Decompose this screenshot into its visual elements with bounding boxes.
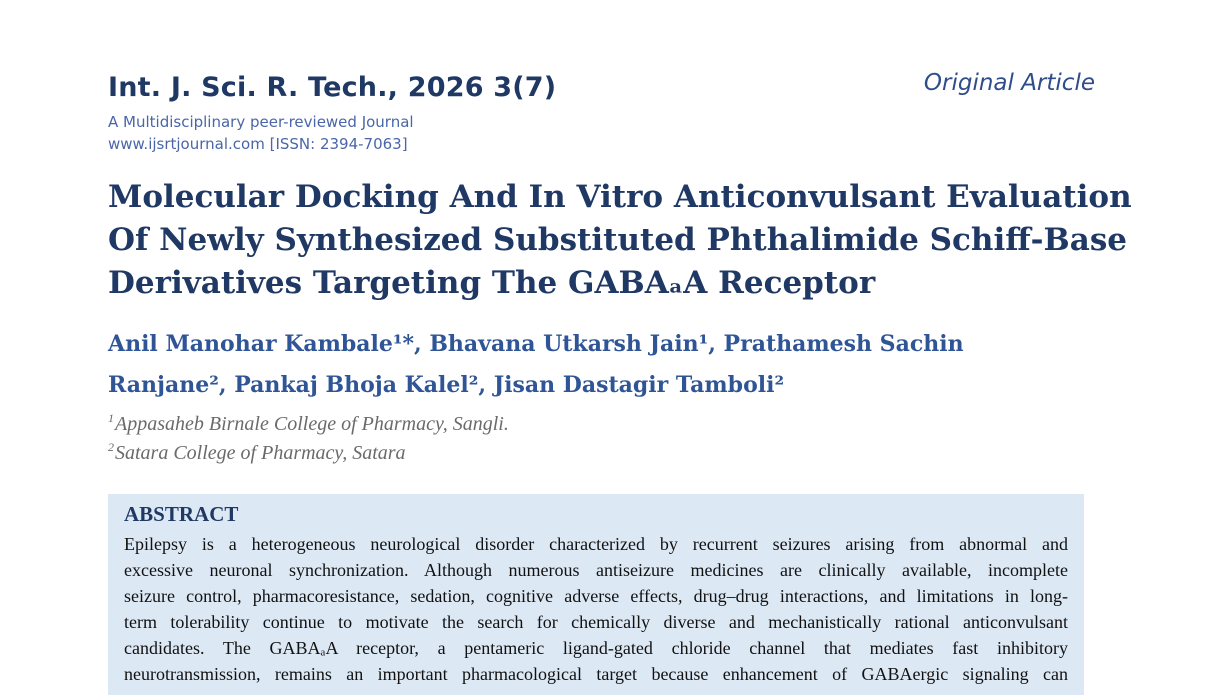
paper-title-line: Of Newly Synthesized Substituted Phthalimide Schiff-Base xyxy=(108,222,1127,258)
abstract-line: term tolerability continue to motivate the search for chemically diverse and mechanistically rational anticonvulsant xyxy=(124,612,1068,632)
affiliation-1 xyxy=(108,411,509,436)
affiliation-marker: 1 xyxy=(108,411,114,425)
abstract-line: seizure control, pharmacoresistance, sedation, cognitive adverse effects, drug–drug interactions, and limitations in long- xyxy=(124,586,1068,606)
author-list xyxy=(108,324,1098,406)
affiliation-marker: 2 xyxy=(108,440,114,454)
abstract-line: neurotransmission, remains an important pharmacological target because enhancement of GABAergic signaling can xyxy=(124,664,1068,684)
paper-title-line: Molecular Docking And In Vitro Anticonvulsant Evaluation xyxy=(108,179,1132,215)
affiliation-2 xyxy=(108,440,406,465)
paper-title-line: Derivatives Targeting The GABAₐA Receptor xyxy=(108,265,876,301)
author-line: Anil Manohar Kambale¹*, Bhavana Utkarsh Jain¹, Prathamesh Sachin xyxy=(108,331,964,357)
affiliation-text: Appasaheb Birnale College of Pharmacy, Sangli. xyxy=(115,413,509,435)
affiliation-text: Satara College of Pharmacy, Satara xyxy=(115,442,406,464)
author-line: Ranjane², Pankaj Bhoja Kalel², Jisan Dastagir Tamboli² xyxy=(108,372,785,398)
journal-title: Int. J. Sci. R. Tech., 2026 3(7) xyxy=(108,72,557,103)
journal-subtitle: A Multidisciplinary peer-reviewed Journal xyxy=(108,113,414,131)
abstract-line: Epilepsy is a heterogeneous neurological disorder characterized by recurrent seizures arising from abnormal and xyxy=(124,534,1068,554)
article-type: Original Article xyxy=(923,70,1095,96)
abstract-line: excessive neuronal synchronization. Although numerous antiseizure medicines are clinically available, incomplete xyxy=(124,560,1068,580)
paper-title xyxy=(108,176,1132,305)
journal-url[interactable]: www.ijsrtjournal.com [ISSN: 2394-7063] xyxy=(108,135,408,153)
abstract-line: candidates. The GABAₐA receptor, a pentameric ligand-gated chloride channel that mediates fast inhibitory xyxy=(124,638,1068,658)
abstract-box xyxy=(108,494,1084,695)
abstract-body xyxy=(124,531,1068,687)
abstract-heading: ABSTRACT xyxy=(124,502,239,526)
